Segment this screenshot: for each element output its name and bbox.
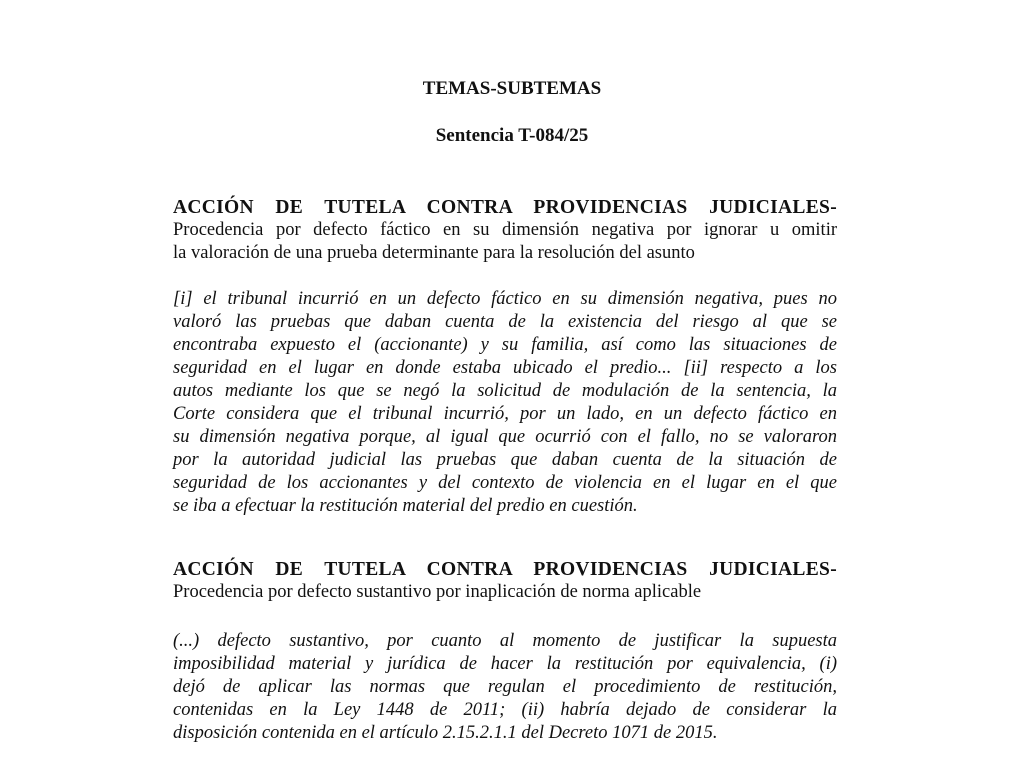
section-2: [173, 558, 837, 604]
section-1: [173, 196, 837, 265]
section-1-quote: [173, 288, 837, 518]
section-1-heading: ACCIÓN DE TUTELA CONTRA PROVIDENCIAS JUDICIALES-: [173, 197, 837, 218]
section-2-quote: [173, 630, 837, 745]
quote-line: se iba a efectuar la restitución material del predio en cuestión.: [173, 496, 638, 516]
section-1-description-line: la valoración de una prueba determinante para la resolución del asunto: [173, 243, 695, 263]
quote-line: [i] el tribunal incurrió en un defecto fáctico en su dimensión negativa, pues no: [173, 289, 837, 309]
document-subtitle: Sentencia T-084/25: [435, 125, 589, 146]
section-1-description-line: Procedencia por defecto fáctico en su dimensión negativa por ignorar u omitir: [173, 220, 837, 240]
quote-line: encontraba expuesto el (accionante) y su familia, así como las situaciones de: [173, 335, 837, 355]
quote-line: Corte considera que el tribunal incurrió, por un lado, en un defecto fáctico en: [173, 404, 837, 424]
quote-line: por la autoridad judicial las pruebas que daban cuenta de la situación de: [173, 450, 837, 470]
quote-line: contenidas en la Ley 1448 de 2011; (ii) habría dejado de considerar la: [173, 700, 837, 720]
section-2-description-line: Procedencia por defecto sustantivo por inaplicación de norma aplicable: [173, 582, 702, 602]
quote-line: valoró las pruebas que daban cuenta de la existencia del riesgo al que se: [173, 312, 837, 332]
quote-line: seguridad en el lugar en donde estaba ubicado el predio... [ii] respecto a los: [173, 358, 837, 378]
section-2-heading: ACCIÓN DE TUTELA CONTRA PROVIDENCIAS JUDICIALES-: [173, 559, 837, 580]
quote-line: disposición contenida en el artículo 2.15.2.1.1 del Decreto 1071 de 2015.: [173, 723, 718, 743]
document-title: TEMAS-SUBTEMAS: [422, 78, 602, 99]
quote-line: (...) defecto sustantivo, por cuanto al momento de justificar la supuesta: [173, 631, 837, 651]
quote-line: dejó de aplicar las normas que regulan el procedimiento de restitución,: [173, 677, 837, 697]
quote-line: autos mediante los que se negó la solicitud de modulación de la sentencia, la: [173, 381, 837, 401]
quote-line: seguridad de los accionantes y del contexto de violencia en el lugar en el que: [173, 473, 837, 493]
quote-line: imposibilidad material y jurídica de hacer la restitución por equivalencia, (i): [173, 654, 837, 674]
quote-line: su dimensión negativa porque, al igual que ocurrió con el fallo, no se valoraron: [173, 427, 837, 447]
